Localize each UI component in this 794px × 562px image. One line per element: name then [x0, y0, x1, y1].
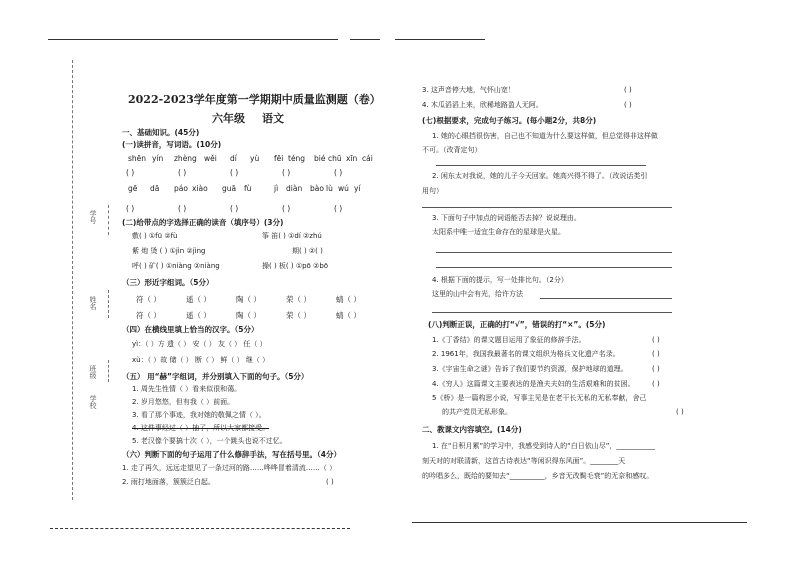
- sentence-q2: 2. 闲东太对我说，她的儿子今天回家。她高兴得不得了。（改说话类引: [432, 172, 648, 180]
- he-sentence-1: 1. 周先生性情（ ）看来似很和蔼。: [132, 385, 242, 393]
- judge-1: 1.《丁香结》的课文题目运用了象征的修辞手法。: [432, 336, 586, 344]
- he-sentence-2: 2. 岁月悠悠，但有我（ ）前面。: [132, 398, 235, 406]
- pinyin: diàn: [286, 184, 303, 193]
- similar-char-item: 蜻（ ）: [336, 311, 361, 320]
- pinyin: páo: [174, 184, 188, 193]
- similar-char-item: 蜻（ ）: [336, 295, 361, 304]
- fill-blank-1: 1. 在“日积月累”的学习中，我感受到诗人的“白日依山尽”，___________: [432, 442, 655, 450]
- fill-row-2: xù：（ ）故 储（ ） 断（ ） 鲜（ ） 继（ ）: [132, 356, 270, 364]
- top-rule-mid: [350, 39, 380, 40]
- fill-row-1: yì：（ ）方 遗（ ） 安（ ） 友（ ） 任（ ）: [132, 340, 267, 348]
- rhetoric-2: 2. 雨打地面落，簇簇泛白起。: [122, 478, 215, 486]
- answer-paren[interactable]: ( ): [282, 204, 291, 213]
- binding-label-class: 班级: [89, 365, 97, 379]
- top-rule-left: [48, 39, 338, 40]
- fill-blank-1c: 的吟唱多么，既给的要知去“__________，乡音无改鬓毛衰”的无奈和感叹。: [422, 472, 654, 480]
- rhetoric-2-paren[interactable]: ( ): [326, 478, 334, 486]
- pinyin: xīn: [346, 154, 358, 163]
- section-1-5-heading: （五） 用“赫”字组词，并分别填入下面的句子。（5分）: [122, 372, 309, 381]
- he-sentence-3: 3. 看了那个事迹，我对她的敬佩之情（ ）。: [132, 411, 266, 419]
- pinyin: yín: [152, 154, 164, 163]
- pinyin: wú: [338, 184, 349, 193]
- similar-char-item: 遥（ ）: [186, 295, 211, 304]
- rhetoric-3-paren[interactable]: ( ): [624, 86, 632, 94]
- he-sentence-5: 5. 老汉像个要搞十次（ ），一个跳头也说不过忆。: [132, 437, 287, 445]
- pinyin: guā: [222, 184, 237, 193]
- judge-paren[interactable]: ( ): [652, 350, 660, 358]
- pinyin: dí: [230, 154, 237, 163]
- similar-char-item: 符（ ）: [136, 311, 161, 320]
- binding-label-name: 姓名: [89, 296, 97, 310]
- section-1-1-heading: (一)读拼音，写词语。(10分): [122, 140, 222, 149]
- answer-line[interactable]: [432, 312, 672, 313]
- page-title: 2022-2023学年度第一学期期中质量监测题（卷）: [128, 93, 381, 106]
- pinyin: gē: [128, 184, 138, 193]
- answer-paren[interactable]: ( ): [178, 204, 187, 213]
- pinyin-row-2: [128, 184, 378, 193]
- binding-label-school: 学校: [89, 395, 97, 409]
- pinyin: lù: [326, 184, 333, 193]
- section-1-3-heading: （三）形近字组词。（5分）: [122, 278, 214, 287]
- section-2-heading: 二、教课文内容填空。(14分): [422, 425, 522, 434]
- rhetoric-3: 3. 这声音停大地，气怀山宽！: [422, 86, 515, 94]
- answer-line[interactable]: [422, 207, 672, 208]
- pinyin: téng: [288, 154, 306, 163]
- similar-char-item: 陶（ ）: [236, 295, 261, 304]
- pinyin: yù: [250, 154, 260, 163]
- similar-char-item: 荣（ ）: [286, 295, 311, 304]
- answer-line[interactable]: [540, 298, 672, 299]
- bottom-rule: [412, 522, 747, 523]
- pinyin: cái: [362, 154, 373, 163]
- binding-line-3: [108, 360, 109, 382]
- polyphone-item-2: 紫 炮 烫 ( ) ①jìn ②jìng: [132, 247, 206, 255]
- pinyin-row-1: [128, 154, 378, 163]
- fill-blank-1b: 刻天对的对联清新，这首古诗表达“等闲识得东风面”。________天: [422, 457, 626, 465]
- polyphone-item-3b: 操( ) 板( ) ①pō ②bō: [262, 262, 329, 270]
- polyphone-item-1: 敷( ) ①fū ②fù: [132, 232, 178, 240]
- pinyin: bào: [310, 184, 324, 193]
- bottom-rule-left: [50, 528, 350, 529]
- answer-paren[interactable]: ( ): [230, 204, 239, 213]
- binding-line-1: [108, 205, 109, 235]
- similar-char-item: 荣（ ）: [286, 311, 311, 320]
- polyphone-item-3: 呼( ) 矿( ) ①niàng ②niàng: [132, 262, 220, 270]
- judge-paren[interactable]: ( ): [652, 365, 660, 373]
- pinyin: bié: [314, 154, 326, 163]
- pinyin: wěi: [204, 154, 217, 163]
- sentence-q3b: 太阳系中唯一适宜生命存在的星球是火星。: [432, 228, 565, 236]
- answer-paren[interactable]: ( ): [334, 204, 343, 213]
- answer-paren-row-1: [126, 168, 386, 177]
- section-1-7-heading: (七)根据要求，完成句子练习。(每小题2分，共8分): [422, 116, 597, 125]
- judge-2: 2. 1961年，我国我最著名的课文组织为格兵文化遗产名录。: [432, 350, 620, 358]
- judge-paren[interactable]: ( ): [676, 408, 684, 416]
- pinyin: chū: [328, 154, 342, 163]
- he-sentence-4: 4. 这件事经过（ ）抽了，所以大家都接受。: [132, 424, 270, 432]
- rhetoric-4: 4. 木瓜滔滔上来，欣稀地路盈人无阿。: [422, 101, 543, 109]
- binding-line-2: [108, 290, 109, 318]
- grade-label: 六年级: [212, 112, 245, 125]
- judge-4: 4.《穷人》这篇课文主要表达的是渔夫夫妇的生活艰难和的贫困。: [432, 380, 635, 388]
- sentence-q3: 3. 下面句子中加点的词语能否去掉？说说理由。: [432, 214, 581, 222]
- answer-paren-row-2: [126, 204, 386, 213]
- answer-line[interactable]: [436, 252, 672, 253]
- pinyin: jì: [274, 184, 279, 193]
- answer-paren[interactable]: ( ): [178, 168, 187, 177]
- binding-label-id: 学号: [89, 210, 97, 224]
- similar-char-item: 陶（ ）: [236, 311, 261, 320]
- judge-5b: 的共产党员无私形象。: [442, 408, 512, 416]
- sentence-q1: 1. 她的心眼挡很伤害，自己也不知道为什么要这样做，但总觉得非这样做: [432, 132, 658, 140]
- rhetoric-1: 1. 走了再久，远远走望见了一条过河的路……哗哗冒着清流……（ ）: [122, 464, 337, 472]
- similar-char-row-2: [136, 310, 386, 321]
- polyphone-item-2b: 期( ) ②( ): [292, 247, 323, 255]
- pinyin: fù: [244, 184, 252, 193]
- pinyin: zhèng: [174, 154, 197, 163]
- similar-char-item: 符（ ）: [136, 295, 161, 304]
- pinyin: xiào: [192, 184, 208, 193]
- section-1-2-heading: (二)给带点的字选择正确的读音（填序号）(3分): [122, 218, 284, 227]
- similar-char-row-1: [136, 294, 386, 305]
- section-1-8-heading: (八)判断正误，正确的打“√”，错误的打“×”。(5分): [428, 320, 606, 329]
- sentence-q2b: 用句）: [422, 187, 443, 195]
- pinyin: fēi: [274, 154, 284, 163]
- judge-paren[interactable]: ( ): [652, 380, 660, 388]
- answer-paren[interactable]: ( ): [126, 204, 135, 213]
- answer-paren[interactable]: ( ): [230, 168, 239, 177]
- section-1-6-heading: （六）判断下面的句子运用了什么修辞手法，写在括号里。（4分）: [122, 450, 341, 459]
- sentence-q4: 4. 根据下面的提示，写一处排比句。（2分）: [432, 276, 568, 284]
- pinyin: yí: [354, 184, 361, 193]
- judge-3: 3.《宇宙生命之谜》告诉了我们要节约资源，保护地球的道理。: [432, 365, 628, 373]
- top-rule-right: [395, 39, 485, 40]
- similar-char-item: 遥（ ）: [186, 311, 211, 320]
- subject-label: 语文: [262, 112, 284, 125]
- section-1-heading: 一、基础知识。(45分): [122, 128, 200, 137]
- sentence-q4b: 这里的山中会有光，给许方法: [432, 290, 523, 298]
- sentence-q1b: 不可。（改背定句）: [422, 146, 482, 154]
- judge-paren[interactable]: ( ): [652, 336, 660, 344]
- answer-paren[interactable]: ( ): [334, 168, 343, 177]
- judge-5: 5《桥》是一篇构思小说，写事主见是在老干长无私的无私奉献，舍己: [432, 394, 647, 402]
- polyphone-item-1b: 筝 笛( ) ①dí ②zhú: [262, 232, 322, 240]
- binding-dash-line: [72, 60, 73, 500]
- rhetoric-4-paren[interactable]: ( ): [624, 101, 632, 109]
- answer-paren[interactable]: ( ): [282, 168, 291, 177]
- answer-line[interactable]: [436, 267, 672, 268]
- answer-line[interactable]: [436, 165, 646, 166]
- pinyin: dā: [150, 184, 160, 193]
- answer-paren[interactable]: ( ): [126, 168, 135, 177]
- section-1-4-heading: （四）在横线里填上恰当的汉字。（5分）: [122, 325, 259, 334]
- pinyin: shēn: [128, 154, 147, 163]
